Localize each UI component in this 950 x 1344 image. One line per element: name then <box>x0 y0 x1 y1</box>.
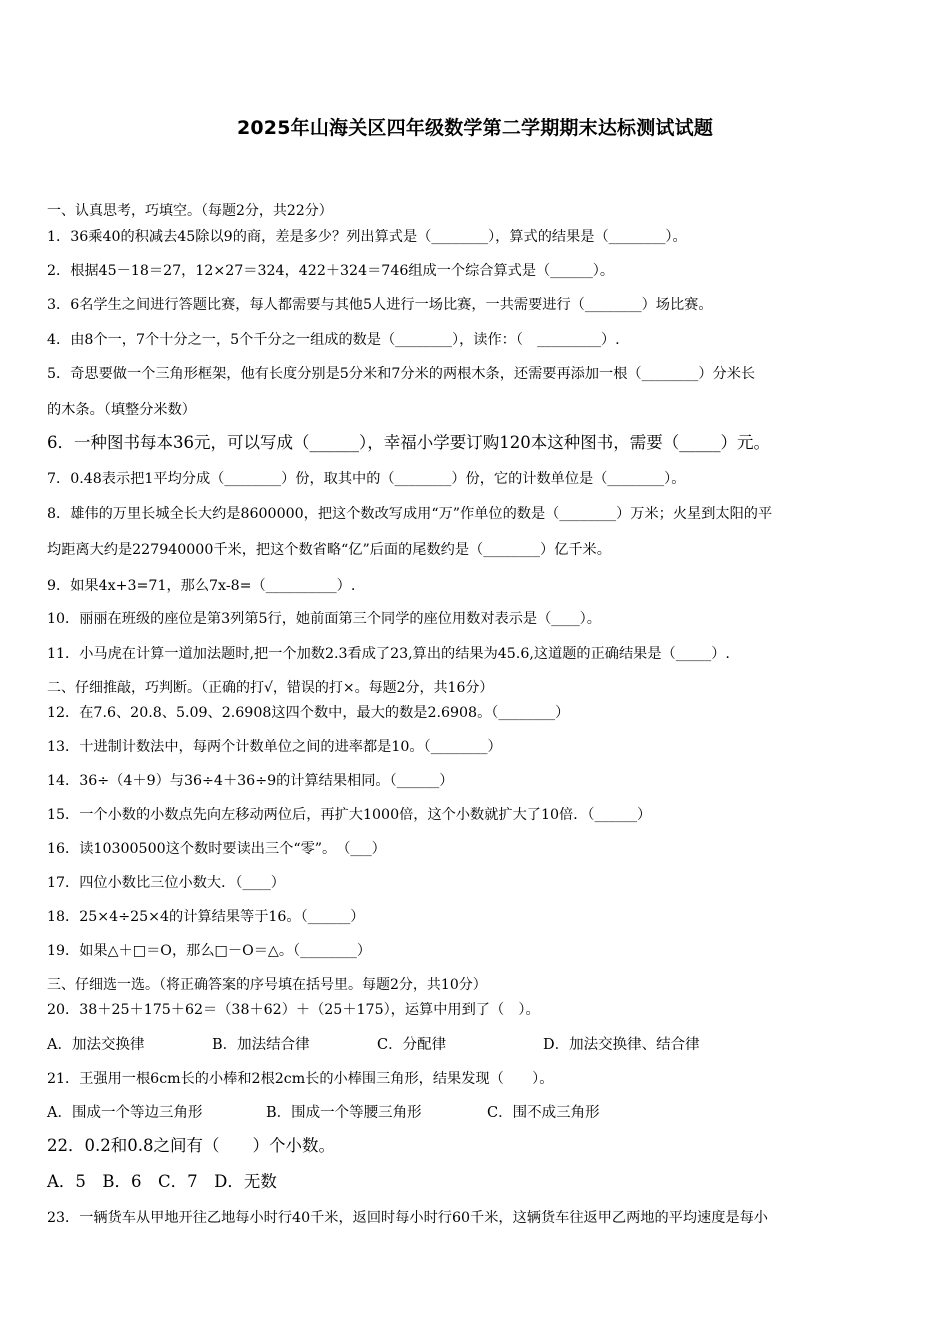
question-2: 2．根据45－18＝27，12×27＝324，422＋324＝746组成一个综合算式是（______）。 <box>47 263 615 279</box>
question-20-option-c: C．分配律 <box>377 1037 447 1053</box>
question-7: 7．0.48表示把1平均分成（________）份，取其中的（________）份，它的计数单位是（________）。 <box>47 471 686 487</box>
question-14: 14．36÷（4＋9）与36÷4＋36÷9的计算结果相同。（______） <box>47 773 454 789</box>
question-23: 23．一辆货车从甲地开往乙地每小时行40千米，返回时每小时行60千米，这辆货车往返甲乙两地的平均速度是每小 <box>47 1210 768 1226</box>
question-20-option-a: A．加法交换律 <box>47 1037 145 1053</box>
question-8-line-1: 8．雄伟的万里长城全长大约是8600000，把这个数改写成用“万”作单位的数是（________）万米；火星到太阳的平 <box>47 506 773 522</box>
question-22-options: A．5 B．6 C．7 D．无数 <box>47 1172 277 1191</box>
question-11: 11．小马虎在计算一道加法题时,把一个加数2.3看成了23,算出的结果为45.6,这道题的正确结果是（_____）. <box>47 646 730 662</box>
question-21-option-c: C．围不成三角形 <box>487 1105 600 1121</box>
question-20: 20．38＋25＋175＋62＝（38＋62）＋（25＋175），运算中用到了（ ）。 <box>47 1002 540 1018</box>
question-5-line-1: 5．奇思要做一个三角形框架，他有长度分别是5分米和7分米的两根木条，还需要再添加一根（________）分米长 <box>47 366 756 382</box>
question-12: 12．在7.6、20.8、5.09、2.6908这四个数中，最大的数是2.6908。（________） <box>47 705 570 721</box>
question-16: 16．读10300500这个数时要读出三个“零”。 （___） <box>47 841 386 857</box>
question-9: 9．如果4x+3=71，那么7x-8=（__________）. <box>47 578 356 594</box>
question-22: 22．0.2和0.8之间有（ ）个小数。 <box>47 1136 335 1155</box>
question-21-option-a: A．围成一个等边三角形 <box>47 1105 203 1121</box>
question-5-line-2: 的木条。（填整分米数） <box>47 402 196 418</box>
question-3: 3．6名学生之间进行答题比赛，每人都需要与其他5人进行一场比赛，一共需要进行（________）场比赛。 <box>47 297 713 313</box>
question-17: 17．四位小数比三位小数大．（____） <box>47 875 285 891</box>
question-20-option-d: D．加法交换律、结合律 <box>543 1037 700 1053</box>
question-4: 4．由8个一，7个十分之一，5个千分之一组成的数是（________），读作：（ _________）. <box>47 332 620 348</box>
question-1: 1．36乘40的积减去45除以9的商，差是多少？列出算式是（________），算式的结果是（________）。 <box>47 229 687 245</box>
question-19: 19．如果△＋□＝O，那么□－O＝△。（________） <box>47 943 372 959</box>
question-10: 10．丽丽在班级的座位是第3列第5行，她前面第三个同学的座位用数对表示是（____）。 <box>47 611 601 627</box>
question-20-option-b: B．加法结合律 <box>212 1037 310 1053</box>
section-3-heading: 三、仔细选一选。（将正确答案的序号填在括号里。每题2分，共10分） <box>47 977 487 993</box>
question-13: 13．十进制计数法中，每两个计数单位之间的进率都是10。（________） <box>47 739 502 755</box>
question-21: 21．王强用一根6cm长的小棒和2根2cm长的小棒围三角形，结果发现（ ）。 <box>47 1071 554 1087</box>
section-2-heading: 二、仔细推敲，巧判断。（正确的打√，错误的打×。每题2分，共16分） <box>47 680 494 696</box>
question-18: 18．25×4÷25×4的计算结果等于16。（______） <box>47 909 365 925</box>
page-title: 2025年山海关区四年级数学第二学期期末达标测试试题 <box>236 117 714 139</box>
section-1-heading: 一、认真思考，巧填空。（每题2分，共22分） <box>47 203 333 219</box>
question-21-option-b: B．围成一个等腰三角形 <box>266 1105 422 1121</box>
question-15: 15．一个小数的小数点先向左移动两位后，再扩大1000倍，这个小数就扩大了10倍．（______） <box>47 807 652 823</box>
question-8-line-2: 均距离大约是227940000千米，把这个数省略“亿”后面的尾数约是（________）亿千米。 <box>47 542 611 558</box>
question-6: 6．一种图书每本36元，可以写成（______），幸福小学要订购120本这种图书，需要（_____）元。 <box>47 433 770 452</box>
